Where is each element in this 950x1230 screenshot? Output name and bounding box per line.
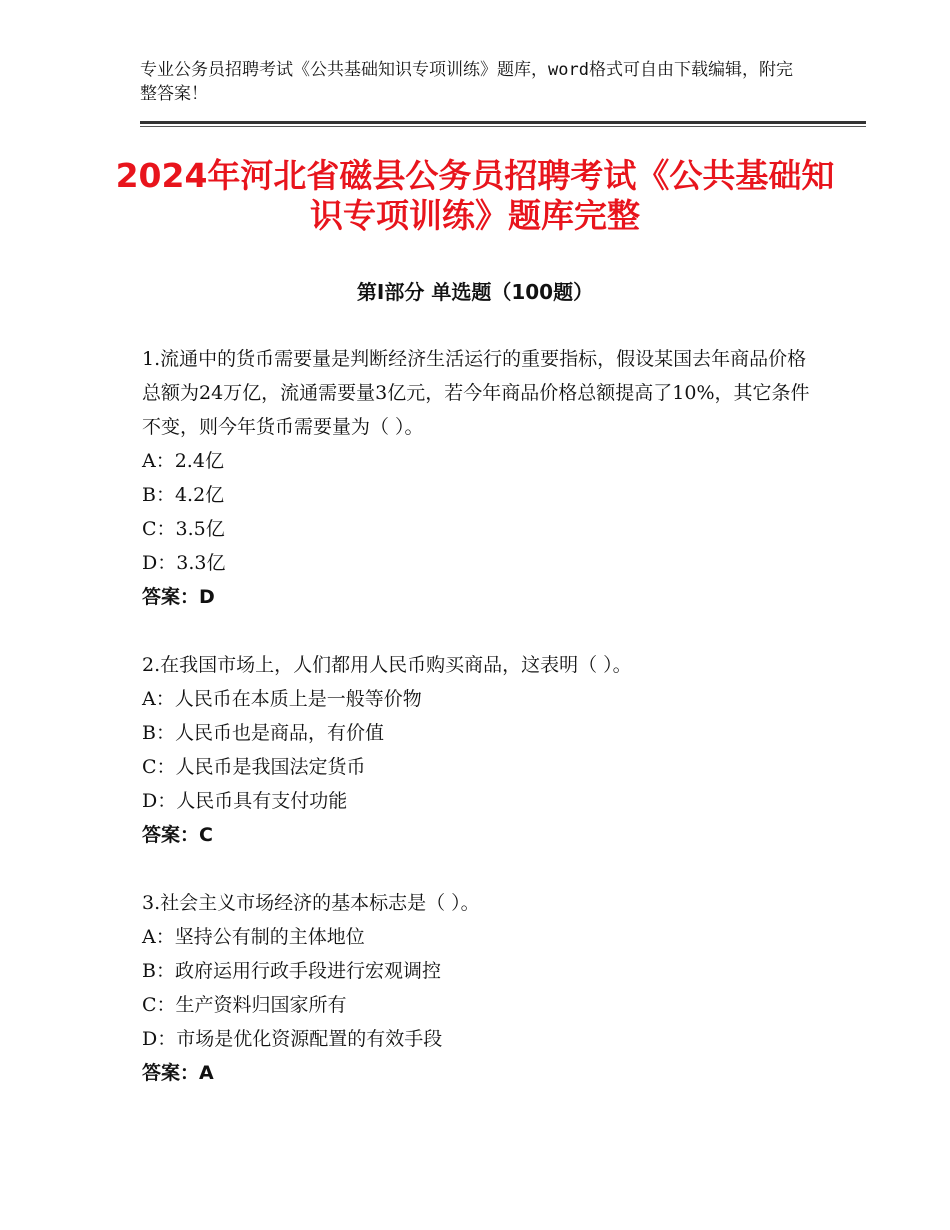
answer-line: 答案：D (142, 586, 215, 608)
header-note: 专业公务员招聘考试《公共基础知识专项训练》题库，word格式可自由下载编辑，附完整答案！ (140, 60, 793, 104)
option-d: D：市场是优化资源配置的有效手段 (142, 1028, 443, 1050)
question-list (142, 342, 822, 1124)
option-a: A：2.4亿 (142, 450, 224, 472)
header-rule-thick (140, 121, 866, 124)
document-title: 2024年河北省磁县公务员招聘考试《公共基础知识专项训练》题库完整 (115, 156, 835, 235)
answer-line: 答案：A (142, 1062, 214, 1084)
question-stem: 2.在我国市场上，人们都用人民币购买商品，这表明（ ）。 (142, 654, 632, 676)
question-1 (142, 342, 822, 614)
option-d: D：3.3亿 (142, 552, 226, 574)
header-rule-thin (140, 126, 866, 127)
option-d: D：人民币具有支付功能 (142, 790, 348, 812)
option-b: B：政府运用行政手段进行宏观调控 (142, 960, 441, 982)
question-stem: 1.流通中的货币需要量是判断经济生活运行的重要指标，假设某国去年商品价格总额为24万亿，流通需要量3亿元，若今年商品价格总额提高了10%，其它条件不变，则今年货币需要量为（ ）。 (142, 348, 810, 438)
option-c: C：3.5亿 (142, 518, 225, 540)
option-c: C：生产资料归国家所有 (142, 994, 347, 1016)
section-heading: 第Ⅰ部分 单选题（100题） (356, 280, 594, 304)
option-b: B：人民币也是商品，有价值 (142, 722, 384, 744)
question-stem: 3.社会主义市场经济的基本标志是（ ）。 (142, 892, 480, 914)
option-b: B：4.2亿 (142, 484, 225, 506)
option-c: C：人民币是我国法定货币 (142, 756, 366, 778)
question-2 (142, 648, 822, 852)
answer-line: 答案：C (142, 824, 213, 846)
option-a: A：人民币在本质上是一般等价物 (142, 688, 422, 710)
option-a: A：坚持公有制的主体地位 (142, 926, 365, 948)
question-3 (142, 886, 822, 1090)
